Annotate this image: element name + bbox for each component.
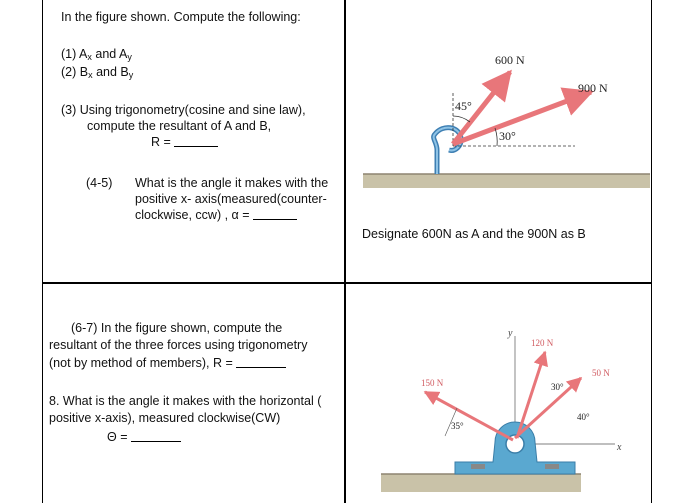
answer-blank [236, 357, 286, 368]
question-6-7-line-3: (not by method of members), R = [49, 356, 286, 371]
problem-grid [42, 0, 652, 503]
question-3-line-1: (3) Using trigonometry(cosine and sine law), [61, 103, 306, 117]
bracket-figure [345, 284, 650, 503]
intro-text: In the figure shown. Compute the following: [61, 10, 301, 24]
force-b-label: 900 N [578, 81, 608, 95]
answer-blank [174, 136, 218, 147]
angle-b-label: 30° [499, 129, 516, 143]
question-4-5-line-3: clockwise, ccw) , α = [135, 208, 297, 223]
question-3-line-2: compute the resultant of A and B, [87, 119, 272, 133]
question-2: (2) $B_x$ and $B_y$ [61, 65, 134, 80]
force-arrow-50 [515, 378, 581, 438]
force-right-label: 50 N [592, 368, 610, 378]
force-top-label: 120 N [531, 338, 554, 348]
question-4-5-line-2: positive x- axis(measured(counter- [135, 192, 327, 206]
x-axis-label: x [617, 442, 622, 453]
question-3-answer: R = [151, 135, 218, 150]
question-1: (1) $A_x$ and $A_y$ [61, 47, 132, 62]
bolt-right [545, 464, 559, 469]
angle-arc-a [453, 116, 470, 122]
y-axis-label: y [508, 328, 513, 339]
force-arrow-150 [425, 392, 513, 440]
question-4-5-line-1: What is the angle it makes with the [135, 176, 329, 190]
answer-blank [253, 209, 297, 220]
figure-caption: Designate 600N as A and the 900N as B [362, 227, 586, 241]
angle-top-label: 30° [551, 382, 564, 392]
question-6-7-line-2: resultant of the three forces using trigonometry [49, 338, 308, 352]
ground-surface [381, 474, 581, 492]
question-8-line-2: positive x-axis), measured clockwise(CW) [49, 411, 281, 425]
question-6-7-line-1: (6-7) In the figure shown, compute the [71, 321, 283, 335]
ground-surface [363, 174, 650, 188]
angle-a-label: 45° [455, 99, 472, 113]
question-8-answer: Θ = [107, 430, 181, 445]
force-a-label: 600 N [495, 53, 525, 67]
angle-right-label: 40° [577, 412, 590, 422]
bolt-left [471, 464, 485, 469]
question-8-line-1: 8. What is the angle it makes with the horizontal ( [49, 394, 322, 408]
angle-left-label: 35° [451, 421, 464, 431]
force-left-label: 150 N [421, 378, 444, 388]
question-4-5-number: (4-5) [86, 176, 113, 190]
answer-blank [131, 431, 181, 442]
